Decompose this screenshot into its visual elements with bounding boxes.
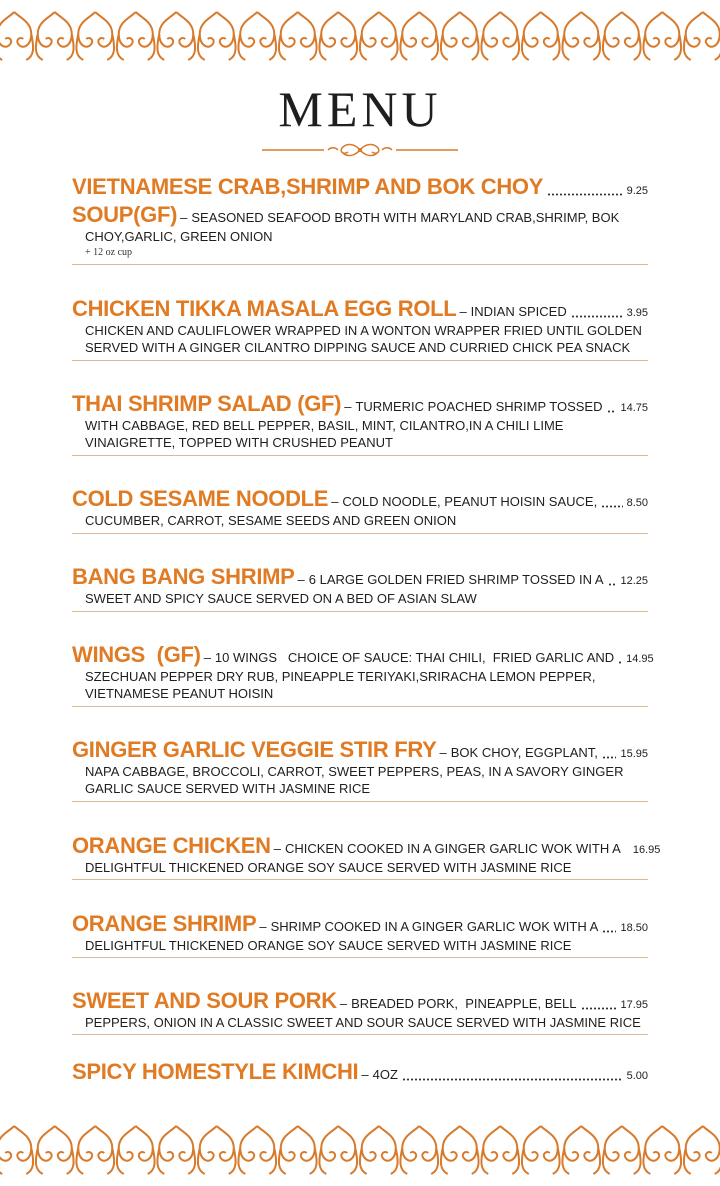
page-title: MENU [278, 81, 442, 137]
dot-leader [618, 661, 622, 664]
menu-item-wings: WINGS (GF) – 10 WINGS CHOICE OF SAUCE: THAI CHILI, FRIED GARLIC AND 14.95 SZECHUAN PEPPER DRY RUB, PINEAPPLE TERIYAKI,SRIRACHA LEMON PEPPER, VIETNAMESE PEANUT HOISIN [72, 642, 654, 701]
menu-item-veggie-stir-fry: GINGER GARLIC VEGGIE STIR FRY – BOK CHOY, EGGPLANT, 15.95 NAPA CABBAGE, BROCCOLI, CARROT, SWEET PEPPERS, PEAS, IN A SAVORY GINGER GARLIC SAUCE SERVED WITH JASMINE RICE [72, 737, 648, 796]
item-description-cont: CHICKEN AND CAULIFLOWER WRAPPED IN A WONTON WRAPPER FRIED UNTIL GOLDEN [85, 323, 642, 338]
item-price: 8.50 [626, 497, 648, 509]
ornament-motif [238, 12, 276, 60]
ornament-motif [157, 1126, 195, 1174]
item-price: 18.50 [620, 922, 648, 934]
item-description-cont: DELIGHTFUL THICKENED ORANGE SOY SAUCE SERVED WITH JASMINE RICE [85, 938, 572, 953]
item-divider [72, 611, 648, 612]
ornament-motif [481, 12, 519, 60]
menu-item-spicy-kimchi: SPICY HOMESTYLE KIMCHI – 4OZ 5.00 [72, 1059, 648, 1084]
bottom-ornamental-border [0, 1118, 720, 1180]
item-divider [72, 879, 648, 880]
dot-leader [608, 583, 617, 586]
dot-leader [547, 193, 622, 196]
item-description-cont: VINAIGRETTE, TOPPED WITH CRUSHED PEANUT [85, 435, 393, 450]
ornament-motif [603, 12, 641, 60]
item-divider [72, 957, 648, 958]
ornament-motif [643, 1126, 681, 1174]
item-price: 12.25 [620, 575, 648, 587]
dot-leader [601, 505, 622, 508]
top-ornamental-border [0, 4, 720, 66]
item-description-cont: NAPA CABBAGE, BROCCOLI, CARROT, SWEET PEPPERS, PEAS, IN A SAVORY GINGER [85, 764, 624, 779]
item-description-cont: SERVED WITH A GINGER CILANTRO DIPPING SAUCE AND CURRIED CHICK PEA SNACK [85, 340, 631, 355]
ornament-motif [117, 12, 155, 60]
item-name: ORANGE SHRIMP [72, 911, 257, 936]
menu-item-sweet-sour-pork: SWEET AND SOUR PORK – BREADED PORK, PINEAPPLE, BELL 17.95 PEPPERS, ONION IN A CLASSIC SWEET AND SOUR SAUCE SERVED WITH JASMINE RICE [72, 988, 648, 1030]
item-description-cont: CHOY,GARLIC, GREEN ONION [85, 229, 273, 244]
menu-item-bang-bang-shrimp: BANG BANG SHRIMP – 6 LARGE GOLDEN FRIED SHRIMP TOSSED IN A 12.25 SWEET AND SPICY SAUCE SERVED ON A BED OF ASIAN SLAW [72, 564, 648, 606]
item-name: SOUP(GF) [72, 202, 178, 227]
price-spacer [625, 852, 629, 855]
ornament-motif [360, 1126, 398, 1174]
item-price: 15.95 [620, 748, 648, 760]
item-description: INDIAN SPICED [470, 304, 567, 319]
ornament-motif [279, 1126, 317, 1174]
item-description-cont: WITH CABBAGE, RED BELL PEPPER, BASIL, MINT, CILANTRO,IN A CHILI LIME [85, 418, 564, 433]
ornament-motif [441, 1126, 479, 1174]
ornament-motif [400, 1126, 438, 1174]
item-description: 4OZ [372, 1067, 398, 1082]
ornament-motif [76, 12, 114, 60]
ornament-motif [198, 1126, 236, 1174]
item-divider [72, 455, 648, 456]
item-price: 14.95 [626, 653, 654, 665]
ornament-motif [441, 12, 479, 60]
item-description-cont: SZECHUAN PEPPER DRY RUB, PINEAPPLE TERIYAKI,SRIRACHA LEMON PEPPER, [85, 669, 596, 684]
item-description: BOK CHOY, EGGPLANT, [450, 745, 598, 760]
ornament-motif [198, 12, 236, 60]
ornament-motif [238, 1126, 276, 1174]
dot-leader [607, 410, 617, 413]
ornament-motif [36, 12, 74, 60]
ornament-motif [603, 1126, 641, 1174]
menu-item-thai-shrimp-salad: THAI SHRIMP SALAD (GF) – TURMERIC POACHED SHRIMP TOSSED 14.75 WITH CABBAGE, RED BELL PEPPER, BASIL, MINT, CILANTRO,IN A CHILI LIME VINAIGRETTE, TOPPED WITH CRUSHED PEANUT [72, 391, 648, 450]
item-divider [72, 706, 648, 707]
item-description-cont: PEPPERS, ONION IN A CLASSIC SWEET AND SOUR SAUCE SERVED WITH JASMINE RICE [85, 1015, 641, 1030]
item-name: WINGS (GF) [72, 642, 201, 667]
item-description-cont: DELIGHTFUL THICKENED ORANGE SOY SAUCE SERVED WITH JASMINE RICE [85, 860, 572, 875]
item-size-note: + 12 oz cup [85, 247, 133, 258]
menu-item-cold-sesame-noodle: COLD SESAME NOODLE – COLD NOODLE, PEANUT HOISIN SAUCE, 8.50 CUCUMBER, CARROT, SESAME SEEDS AND GREEN ONION [72, 486, 648, 528]
item-description-cont: GARLIC SAUCE SERVED WITH JASMINE RICE [85, 781, 371, 796]
ornament-motif [481, 1126, 519, 1174]
item-description: SEASONED SEAFOOD BROTH WITH MARYLAND CRAB,SHRIMP, BOK [191, 210, 620, 225]
ornament-motif [684, 1126, 720, 1174]
ornament-motif [400, 12, 438, 60]
item-name: SWEET AND SOUR PORK [72, 988, 337, 1013]
item-name: SPICY HOMESTYLE KIMCHI [72, 1059, 359, 1084]
dot-leader [571, 315, 623, 318]
ornament-motif [562, 1126, 600, 1174]
item-price: 14.75 [620, 402, 648, 414]
item-description: COLD NOODLE, PEANUT HOISIN SAUCE, [342, 494, 598, 509]
item-divider [72, 801, 648, 802]
item-description-cont: SWEET AND SPICY SAUCE SERVED ON A BED OF ASIAN SLAW [85, 591, 477, 606]
menu-item-orange-shrimp: ORANGE SHRIMP – SHRIMP COOKED IN A GINGER GARLIC WOK WITH A 18.50 DELIGHTFUL THICKENED ORANGE SOY SAUCE SERVED WITH JASMINE RICE [72, 911, 648, 953]
dot-leader [581, 1007, 617, 1010]
item-price: 3.95 [626, 307, 648, 319]
ornament-motif [643, 12, 681, 60]
item-divider [72, 264, 648, 265]
ornament-motif [76, 1126, 114, 1174]
item-name: GINGER GARLIC VEGGIE STIR FRY [72, 737, 437, 762]
ornament-motif [279, 12, 317, 60]
ornament-motif [157, 12, 195, 60]
menu-item-chicken-tikka-egg-roll: CHICKEN TIKKA MASALA EGG ROLL – INDIAN SPICED 3.95 CHICKEN AND CAULIFLOWER WRAPPED IN A WONTON WRAPPER FRIED UNTIL GOLDEN SERVED WITH A GINGER CILANTRO DIPPING SAUCE AND CURRIED CHICK PEA SNACK [72, 296, 648, 355]
menu-item-orange-chicken: ORANGE CHICKEN – CHICKEN COOKED IN A GINGER GARLIC WOK WITH A 16.95 DELIGHTFUL THICKENED ORANGE SOY SAUCE SERVED WITH JASMINE RICE [72, 833, 661, 875]
ornament-motif [117, 1126, 155, 1174]
item-divider [72, 360, 648, 361]
ornament-motif [36, 1126, 74, 1174]
ornament-motif [360, 12, 398, 60]
ornament-motif [0, 12, 33, 60]
item-description: BREADED PORK, PINEAPPLE, BELL [351, 996, 577, 1011]
dot-leader [602, 756, 617, 759]
item-price: 16.95 [632, 844, 661, 856]
item-name: COLD SESAME NOODLE [72, 486, 329, 511]
item-name: VIETNAMESE CRAB,SHRIMP AND BOK CHOY [72, 174, 544, 199]
item-price: 9.25 [626, 185, 648, 197]
item-description: CHICKEN COOKED IN A GINGER GARLIC WOK WITH A [284, 841, 621, 856]
item-description: 10 WINGS CHOICE OF SAUCE: THAI CHILI, FRIED GARLIC AND [214, 650, 615, 665]
item-price: 5.00 [626, 1070, 648, 1082]
item-name: CHICKEN TIKKA MASALA EGG ROLL [72, 296, 457, 321]
ornament-motif [522, 1126, 560, 1174]
item-description-cont: VIETNAMESE PEANUT HOISIN [85, 686, 274, 701]
ornament-motif [319, 12, 357, 60]
ornament-motif [319, 1126, 357, 1174]
item-price: 17.95 [620, 999, 648, 1011]
ornament-motif [684, 12, 720, 60]
item-divider [72, 1034, 648, 1035]
ornament-motif [0, 1126, 33, 1174]
item-name: ORANGE CHICKEN [72, 833, 271, 858]
item-description: 6 LARGE GOLDEN FRIED SHRIMP TOSSED IN A [308, 572, 604, 587]
menu-item-vietnamese-crab-soup: VIETNAMESE CRAB,SHRIMP AND BOK CHOY 9.25 SOUP(GF) – SEASONED SEAFOOD BROTH WITH MARYLAND CRAB,SHRIMP, BOK CHOY,GARLIC, GREEN ONION + 12 oz cup [72, 174, 648, 258]
item-description: SHRIMP COOKED IN A GINGER GARLIC WOK WITH A [270, 919, 599, 934]
dot-leader [402, 1078, 623, 1081]
ornament-motif [522, 12, 560, 60]
item-divider [72, 533, 648, 534]
dot-leader [602, 930, 616, 933]
item-name: THAI SHRIMP SALAD (GF) [72, 391, 342, 416]
ornament-motif [562, 12, 600, 60]
item-description: TURMERIC POACHED SHRIMP TOSSED [355, 399, 603, 414]
title-divider-ornament [262, 140, 458, 160]
item-description-cont: CUCUMBER, CARROT, SESAME SEEDS AND GREEN ONION [85, 513, 457, 528]
item-name: BANG BANG SHRIMP [72, 564, 295, 589]
